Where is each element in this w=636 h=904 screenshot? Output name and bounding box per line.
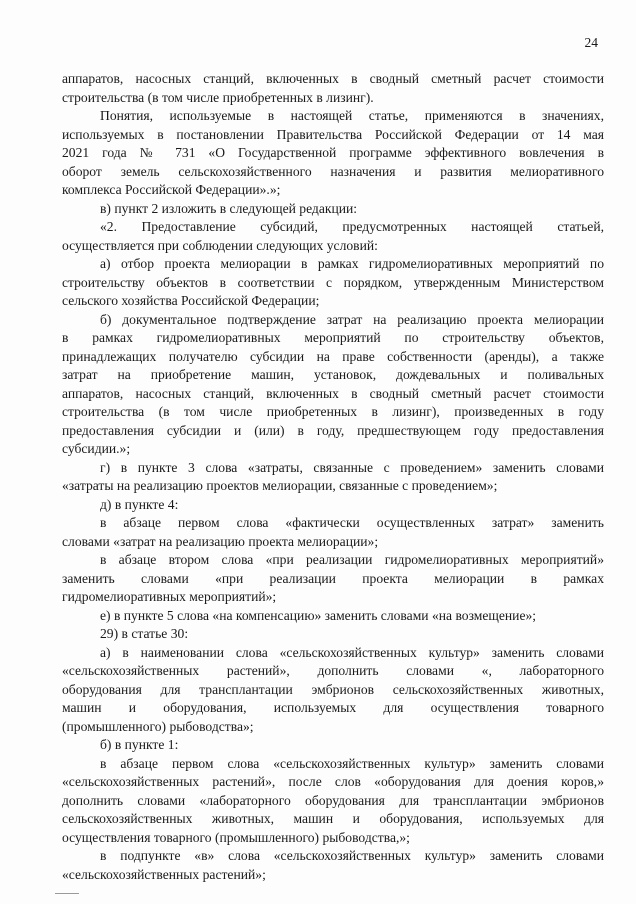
text-line: в абзаце первом слова «сельскохозяйственных культур» заменить словами: [100, 755, 604, 771]
page-number: 24: [584, 35, 598, 50]
text-line: в абзаце втором слова «при реализации гидромелиоративных мероприятий»: [100, 552, 604, 567]
text-line: 29) в статье 30:: [100, 626, 189, 641]
text-line: осуществления товарного (промышленного) рыбоводства,»;: [62, 829, 410, 845]
text-line: д) в пункте 4:: [100, 496, 179, 512]
text-line: аппаратов, насосных станций, включенных в сводный сметный расчет стоимости: [62, 71, 604, 86]
text-line: словами «затрат на реализацию проекта мелиорации»;: [62, 533, 379, 549]
text-line: комплекса Российской Федерации».»;: [62, 182, 281, 197]
text-line: строительства (в том числе приобретенных в лизинг), произведенных в году: [62, 404, 604, 419]
text-line: оборот земель сельскохозяйственного назначения и развития мелиоративного: [62, 163, 604, 179]
text-line: сельскохозяйственных животных, машин и оборудования, используемых для: [62, 811, 604, 826]
text-line: а) отбор проекта мелиорации в рамках гидромелиоративных мероприятий по: [100, 256, 604, 271]
text-line: принадлежащих получателю субсидии на праве собственности (аренды), а также: [62, 348, 604, 364]
text-line: в рамках гидромелиоративных мероприятий по строительству объектов,: [62, 330, 604, 345]
text-line: в абзаце первом слова «фактически осуществленных затрат» заменить: [100, 515, 604, 530]
text-line: сельского хозяйства Российской Федерации;: [62, 293, 320, 308]
text-line: строительству объектов в соответствии с порядком, утвержденным Министерством: [62, 274, 604, 290]
text-line: аппаратов, насосных станций, включенных в сводный сметный расчет стоимости: [62, 385, 604, 401]
text-line: в подпункте «в» слова «сельскохозяйственных культур» заменить словами: [100, 848, 604, 863]
text-line: машин и оборудования, используемых для осуществления товарного: [62, 700, 604, 715]
text-line: «затраты на реализацию проектов мелиорации, связанные с проведением»;: [62, 478, 498, 493]
text-line: осуществляется при соблюдении следующих условий:: [62, 237, 378, 253]
text-line: используемых в постановлении Правительства Российской Федерации от 14 мая: [62, 126, 604, 142]
text-line: гидромелиоративных мероприятий»;: [62, 589, 277, 604]
text-line: б) документальное подтверждение затрат на реализацию проекта мелиорации: [100, 311, 604, 327]
text-line: г) в пункте 3 слова «затраты, связанные с проведением» заменить словами: [100, 459, 604, 475]
text-line: «сельскохозяйственных растений», дополнить словами «, лабораторного: [62, 663, 604, 678]
text-line: е) в пункте 5 слова «на компенсацию» заменить словами «на возмещение»;: [100, 607, 537, 623]
text-line: в) пункт 2 изложить в следующей редакции:: [100, 200, 358, 216]
text-line: а) в наименовании слова «сельскохозяйственных культур» заменить словами: [100, 644, 604, 660]
text-line: «сельскохозяйственных растений», после слов «оборудования для доения коров,»: [62, 774, 604, 789]
text-line: строительства (в том числе приобретенных в лизинг).: [62, 89, 374, 105]
text-line: б) в пункте 1:: [100, 737, 179, 752]
text-line: «2. Предоставление субсидий, предусмотренных настоящей статьей,: [100, 219, 604, 234]
text-line: предоставления субсидии и (или) в году, предшествующем году предоставления: [62, 422, 604, 438]
text-line: Понятия, используемые в настоящей статье, применяются в значениях,: [100, 108, 604, 123]
text-line: «сельскохозяйственных растений»;: [62, 866, 266, 882]
footer-rule: [55, 893, 79, 894]
text-line: (промышленного) рыбоводства»;: [62, 718, 254, 734]
text-line: оборудования для трансплантации эмбрионов сельскохозяйственных животных,: [62, 681, 604, 697]
text-line: дополнить словами «лабораторного оборудования для трансплантации эмбрионов: [62, 792, 604, 808]
text-line: субсидии.»;: [62, 441, 131, 456]
document-body: [62, 70, 604, 884]
text-line: 2021 года № 731 «О Государственной программе эффективного вовлечения в: [62, 145, 604, 160]
text-line: затрат на приобретение машин, установок, дождевальных и поливальных: [62, 367, 604, 382]
text-line: заменить словами «при реализации проекта мелиорации в рамках: [62, 570, 604, 586]
